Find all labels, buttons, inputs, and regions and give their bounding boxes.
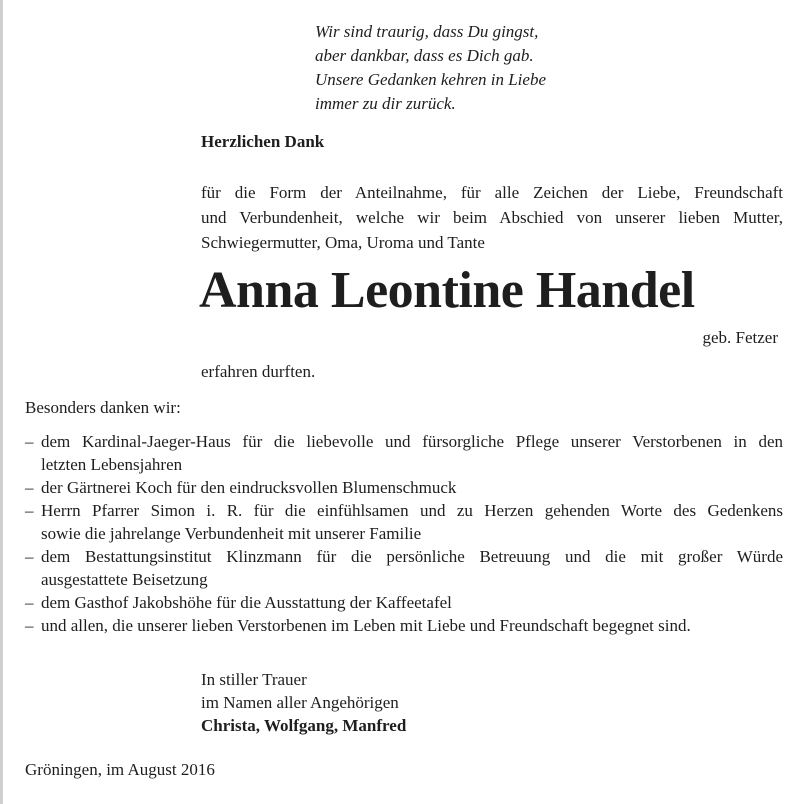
closing-intro: erfahren durften.	[201, 362, 316, 381]
thanks-list	[25, 430, 783, 637]
signature-line: In stiller Trauer	[201, 670, 307, 689]
list-item	[25, 476, 783, 499]
list-item-line: – Herrn Pfarrer Simon i. R. für die einfühlsamen und zu Herzen gehenden Worte des Gedenkens	[41, 501, 783, 520]
thanks-list-label: Besonders danken wir:	[25, 398, 181, 417]
poem-line: Wir sind traurig, dass Du gingst,	[315, 22, 539, 41]
poem	[315, 20, 546, 116]
intro-line: für die Form der Anteilnahme, für alle Zeichen der Liebe, Freundschaft	[201, 183, 783, 202]
list-item	[25, 614, 783, 637]
list-item-line: ausgestattete Beisetzung	[41, 570, 208, 589]
intro-line: Schwiegermutter, Oma, Uroma und Tante	[201, 233, 485, 252]
list-item-line: – der Gärtnerei Koch für den eindrucksvollen Blumenschmuck	[41, 478, 457, 497]
signature-block	[201, 668, 406, 737]
poem-line: aber dankbar, dass es Dich gab.	[315, 46, 534, 65]
list-item-line: – dem Kardinal-Jaeger-Haus für die liebevolle und fürsorgliche Pflege unserer Verstorbenen in den	[41, 432, 783, 451]
list-item-line: – und allen, die unserer lieben Verstorbenen im Leben mit Liebe und Freundschaft begegnet sind.	[41, 616, 691, 635]
list-item-line: letzten Lebensjahren	[41, 455, 183, 474]
list-item-line: sowie die jahrelange Verbundenheit mit unserer Familie	[41, 524, 422, 543]
list-item	[25, 591, 783, 614]
intro-paragraph	[201, 180, 783, 255]
list-item	[25, 545, 783, 591]
maiden-name: geb. Fetzer	[702, 328, 778, 347]
intro-line: und Verbundenheit, welche wir beim Abschied von unserer lieben Mutter,	[201, 208, 783, 227]
list-item-line: – dem Gasthof Jakobshöhe für die Ausstattung der Kaffeetafel	[41, 593, 452, 612]
signature-line: im Namen aller Angehörigen	[201, 693, 399, 712]
poem-line: immer zu dir zurück.	[315, 94, 456, 113]
list-item-line: – dem Bestattungsinstitut Klinzmann für die persönliche Betreuung und die mit großer Würde	[41, 547, 783, 566]
thanks-heading: Herzlichen Dank	[201, 132, 325, 151]
deceased-name: Anna Leontine Handel	[199, 262, 695, 319]
place-date: Gröningen, im August 2016	[25, 760, 215, 779]
list-item	[25, 430, 783, 476]
signature-names: Christa, Wolfgang, Manfred	[201, 716, 407, 735]
list-item	[25, 499, 783, 545]
poem-line: Unsere Gedanken kehren in Liebe	[315, 70, 546, 89]
